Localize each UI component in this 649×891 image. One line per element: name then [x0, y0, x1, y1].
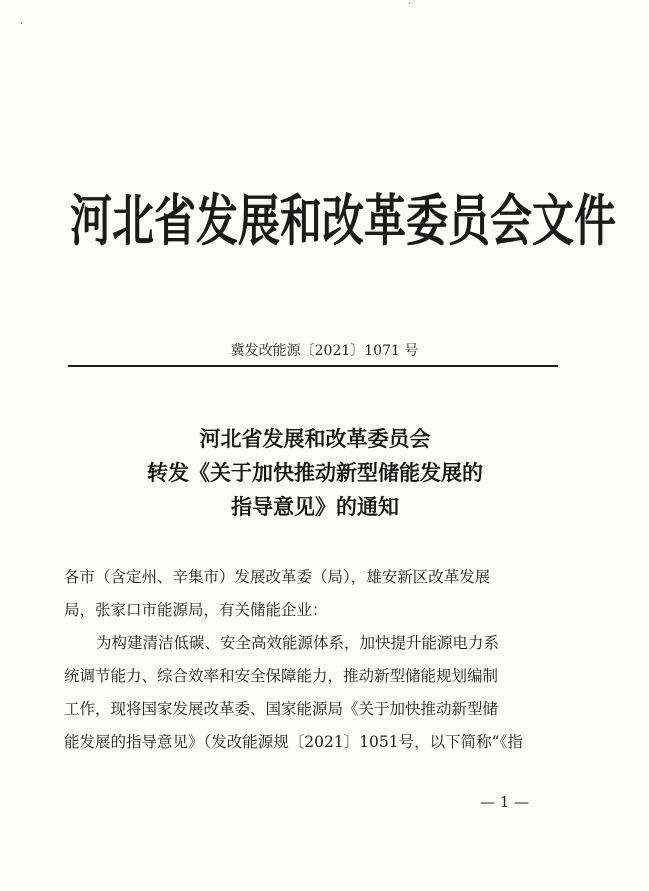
header-divider [68, 365, 558, 367]
paragraph-line: 工作，现将国家发展改革委、国家能源局《关于加快推动新型储 [64, 700, 499, 718]
paragraph-line: 为构建清洁低碳、安全高效能源体系，加快提升能源电力系 [96, 634, 500, 652]
title-line: 河北省发展和改革委员会 [199, 426, 431, 451]
page-number: — 1 — [480, 793, 530, 811]
document-number: 冀发改能源〔2021〕1071 号 [230, 343, 419, 359]
paragraph-line: 统调节能力、综合效率和安全保障能力，推动新型储能规划编制 [64, 667, 499, 685]
body-text [64, 561, 572, 759]
issuer-header: 河北省发展和改革委员会文件 [70, 188, 617, 254]
paragraph-line: 能发展的指导意见》（发改能源规〔2021〕1051号，以下简称“《指 [64, 733, 523, 751]
title-line: 指导意见》的通知 [231, 494, 399, 519]
addressee-line: 局，张家口市能源局，有关储能企业： [64, 601, 328, 619]
title-line: 转发《关于加快推动新型储能发展的 [147, 460, 483, 485]
notice-title [60, 422, 570, 524]
scan-speck: · [408, 0, 412, 10]
addressee-line: 各市（含定州、辛集市）发展改革委（局），雄安新区改革发展 [64, 568, 491, 586]
scan-speck: · [20, 19, 24, 30]
